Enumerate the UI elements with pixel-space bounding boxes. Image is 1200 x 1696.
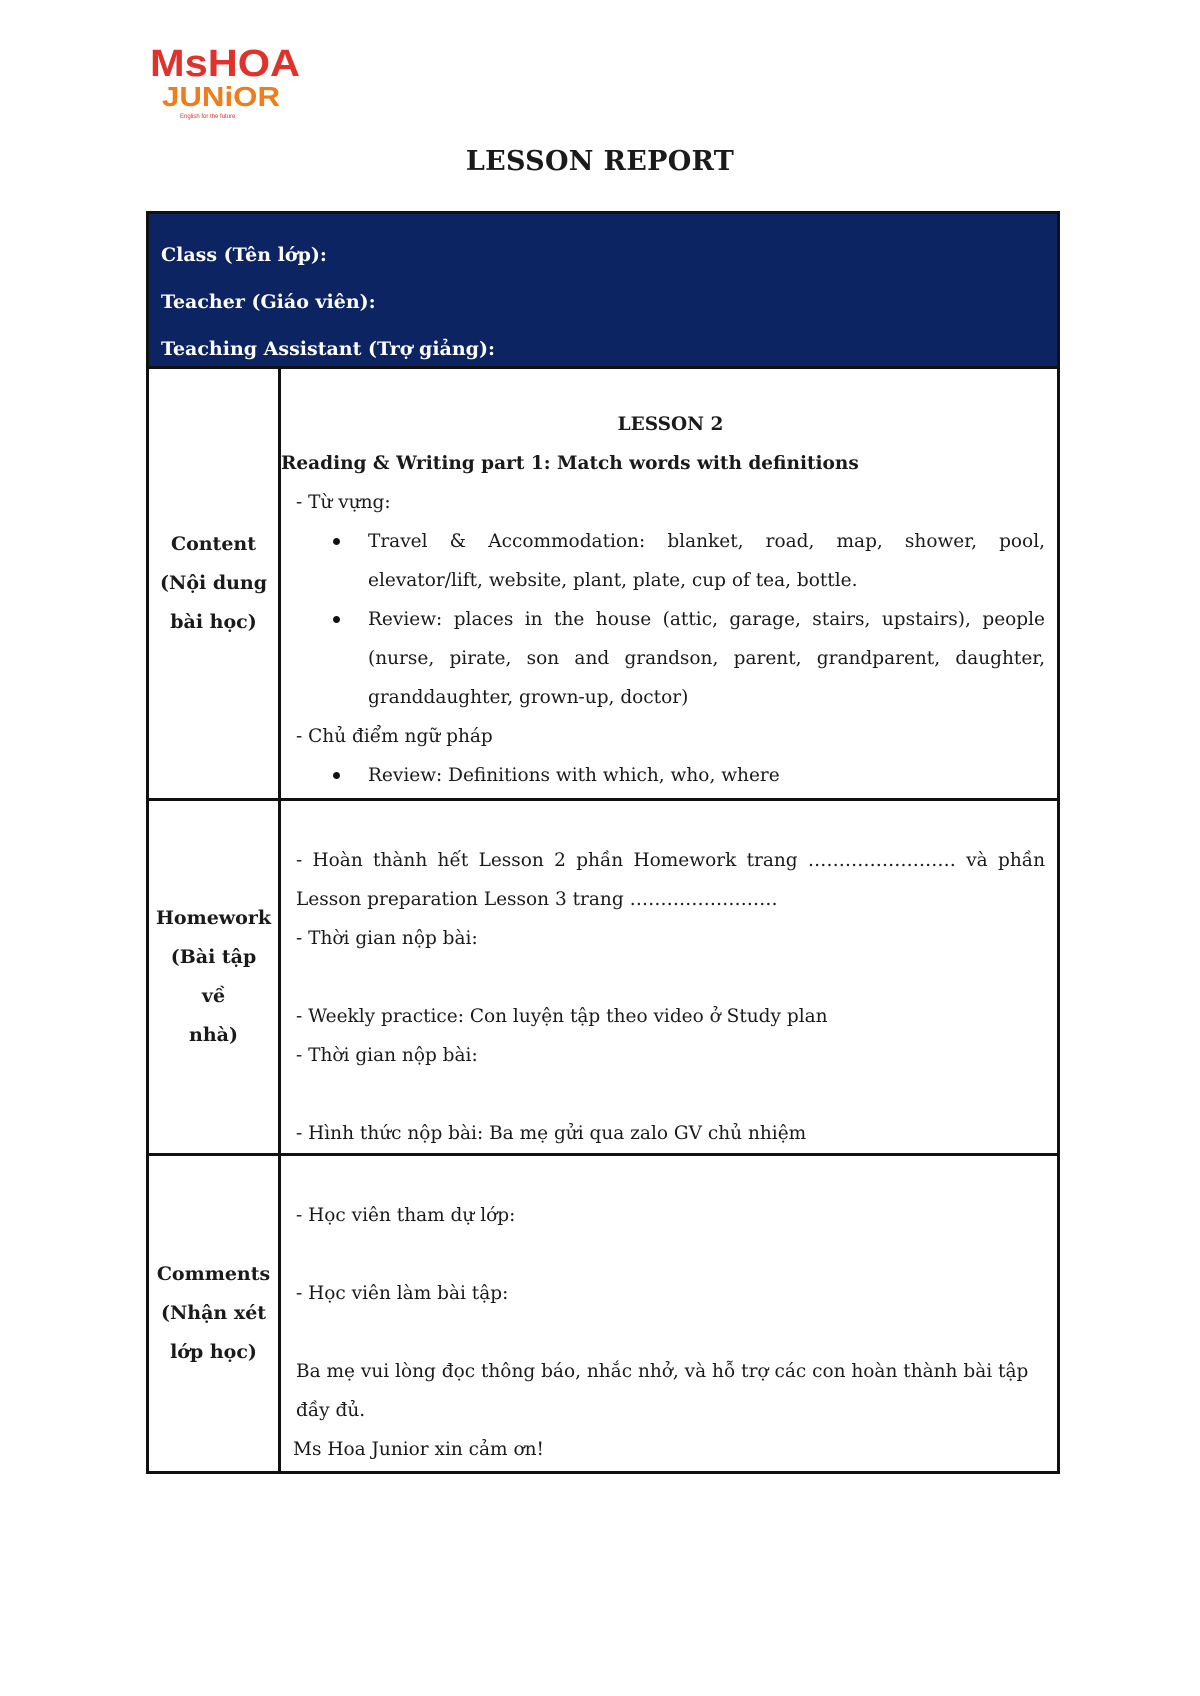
homework-row [149, 801, 1057, 1156]
lesson-title: LESSON 2 [617, 414, 724, 435]
content-row [149, 369, 1057, 801]
content-label-line: bài học) [170, 611, 257, 633]
weekly-deadline: - Thời gian nộp bài: [296, 1045, 478, 1066]
homework-comment: - Học viên làm bài tập: [296, 1283, 509, 1304]
logo-tagline: English for the future [180, 114, 236, 120]
vocab-heading: - Từ vựng: [296, 492, 391, 513]
homework-assignment: - Hoàn thành hết Lesson 2 phần Homework trang …………………… và phần Lesson preparation Lesson 3 trang …………………… [296, 850, 1045, 910]
teacher-field-label: Teacher (Giáo viên): [161, 291, 376, 313]
spacer [296, 958, 1045, 997]
lesson-report-table [146, 211, 1060, 1474]
content-label [149, 369, 281, 798]
report-header [149, 214, 1057, 369]
thanks-line: Ms Hoa Junior xin cảm ơn! [293, 1439, 544, 1460]
logo-text-junior: JUNiOR [162, 81, 280, 112]
content-cell [281, 369, 1057, 798]
content-label-line: Content [170, 533, 257, 555]
page-title: LESSON REPORT [465, 146, 735, 177]
comments-cell [281, 1156, 1057, 1471]
spacer [296, 1235, 1045, 1274]
content-label-line: (Nội dung [159, 572, 268, 594]
homework-cell [281, 801, 1057, 1153]
grammar-item: Review: Definitions with which, who, where [368, 756, 1045, 795]
homework-label-line: Homework [155, 907, 272, 929]
grammar-heading: - Chủ điểm ngữ pháp [296, 726, 493, 747]
lesson-subtitle: Reading & Writing part 1: Match words with definitions [281, 453, 859, 474]
comments-row [149, 1156, 1057, 1471]
comments-label-line: Comments [156, 1263, 271, 1285]
comments-label-line: lớp học) [170, 1341, 257, 1363]
attendance-comment: - Học viên tham dự lớp: [296, 1205, 516, 1226]
weekly-practice: - Weekly practice: Con luyện tập theo video ở Study plan [296, 1006, 828, 1027]
spacer [296, 1313, 1045, 1352]
logo-text-mshoa: MsHOA [150, 43, 300, 85]
class-field-label: Class (Tên lớp): [161, 244, 327, 266]
homework-label-line: (Bài tập về [170, 946, 257, 1007]
homework-deadline: - Thời gian nộp bài: [296, 928, 478, 949]
teaching-assistant-field-label: Teaching Assistant (Trợ giảng): [161, 338, 495, 360]
grammar-list [296, 756, 1045, 795]
comments-label-line: (Nhận xét [160, 1302, 267, 1324]
comments-label [149, 1156, 281, 1471]
spacer [296, 1075, 1045, 1114]
ms-hoa-junior-logo [150, 42, 310, 122]
parent-note: Ba mẹ vui lòng đọc thông báo, nhắc nhở, và hỗ trợ các con hoàn thành bài tập đầy đủ. [296, 1361, 1029, 1421]
submission-method: - Hình thức nộp bài: Ba mẹ gửi qua zalo GV chủ nhiệm [296, 1123, 807, 1144]
vocab-list [296, 522, 1045, 717]
vocab-item: Travel & Accommodation: blanket, road, map, shower, pool, elevator/lift, website, plant, plate, cup of tea, bottle. [368, 522, 1045, 600]
homework-label [149, 801, 281, 1153]
homework-label-line: nhà) [189, 1024, 238, 1046]
vocab-item: Review: places in the house (attic, garage, stairs, upstairs), people (nurse, pirate, son and grandson, parent, grandparent, daughter, granddaughter, grown-up, doctor) [368, 600, 1045, 717]
